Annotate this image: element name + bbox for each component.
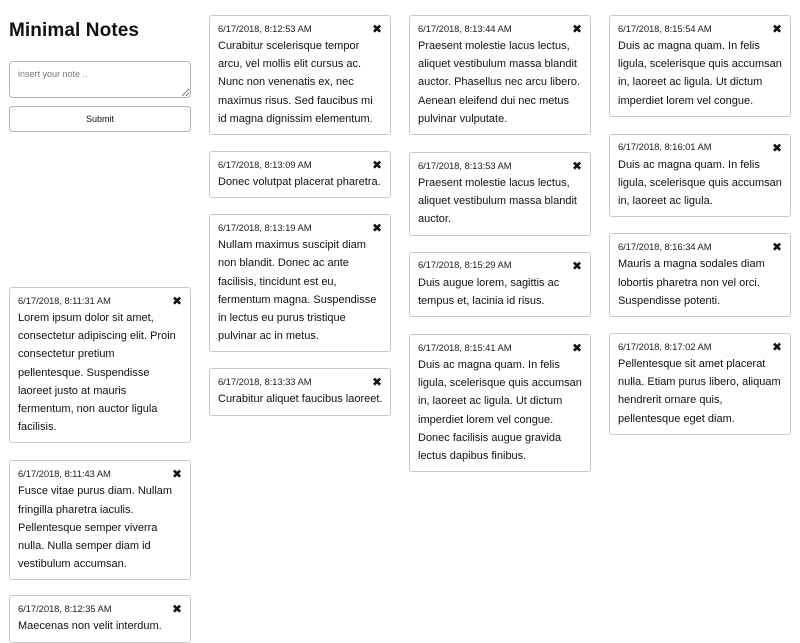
notes-column-4 <box>609 0 791 435</box>
note-card <box>409 252 591 317</box>
note-card <box>209 151 391 198</box>
note-timestamp: 6/17/2018, 8:12:35 AM <box>18 603 112 615</box>
delete-note-icon[interactable]: ✖ <box>171 467 182 482</box>
note-input[interactable] <box>9 61 191 98</box>
note-card <box>9 595 191 642</box>
delete-note-icon[interactable]: ✖ <box>571 341 582 356</box>
delete-note-icon[interactable]: ✖ <box>771 22 782 36</box>
note-card <box>409 334 591 472</box>
note-timestamp: 6/17/2018, 8:11:43 AM <box>18 468 111 480</box>
notes-column-1 <box>9 0 191 643</box>
note-timestamp: 6/17/2018, 8:12:53 AM <box>218 23 312 35</box>
note-header <box>418 258 583 274</box>
note-timestamp: 6/17/2018, 8:13:44 AM <box>418 23 512 35</box>
note-header <box>618 140 783 156</box>
note-text: Curabitur scelerisque tempor arcu, vel mollis elit cursus ac. Nunc non venenatis ex, nec maximus risus. Sed faucibus mi id magna dignissim elementum. <box>218 40 373 125</box>
note-text: Maecenas non velit interdum. <box>18 620 162 633</box>
note-text: Fusce vitae purus diam. Nullam fringilla pharetra iaculis. Pellentesque semper viverra nulla. Nulla semper diam id vestibulum accumsan. <box>18 485 173 571</box>
note-text: Donec volutpat placerat pharetra. <box>218 176 381 189</box>
note-card <box>9 460 191 580</box>
note-text: Praesent molestie lacus lectus, aliquet vestibulum massa blandit auctor. <box>418 177 577 226</box>
note-header <box>618 339 783 355</box>
note-timestamp: 6/17/2018, 8:13:53 AM <box>418 160 512 172</box>
note-card <box>409 152 591 236</box>
note-card <box>209 368 391 415</box>
delete-note-icon[interactable]: ✖ <box>371 375 382 390</box>
app-title: Minimal Notes <box>9 20 140 41</box>
delete-note-icon[interactable]: ✖ <box>771 240 782 255</box>
note-header <box>218 374 383 390</box>
note-timestamp: 6/17/2018, 8:15:41 AM <box>418 342 512 354</box>
delete-note-icon[interactable]: ✖ <box>771 340 782 355</box>
note-text: Lorem ipsum dolor sit amet, consectetur adipiscing elit. Proin consectetur pretium pellentesque. Suspendisse laoreet justo at mauris fermentum, non auctor ligula facilisis. <box>18 312 176 434</box>
note-card <box>609 15 791 117</box>
note-timestamp: 6/17/2018, 8:11:31 AM <box>18 295 111 307</box>
note-header <box>18 293 183 309</box>
note-text: Duis ac magna quam. In felis ligula, scelerisque quis accumsan in, laoreet ac ligula. Ut dictum imperdiet lorem vel congue. <box>618 40 782 107</box>
note-text: Mauris a magna sodales diam lobortis pharetra non vel orci. Suspendisse potenti. <box>618 258 765 307</box>
note-card <box>9 287 191 443</box>
delete-note-icon[interactable]: ✖ <box>571 22 582 36</box>
note-timestamp: 6/17/2018, 8:15:54 AM <box>618 23 712 35</box>
note-card <box>609 233 791 317</box>
note-header <box>218 157 383 173</box>
submit-button[interactable]: Submit <box>9 106 191 132</box>
note-timestamp: 6/17/2018, 8:17:02 AM <box>618 341 712 353</box>
delete-note-icon[interactable]: ✖ <box>771 140 782 155</box>
notes-column-3 <box>409 0 591 472</box>
delete-note-icon[interactable]: ✖ <box>571 159 582 174</box>
note-header <box>618 21 783 37</box>
note-card <box>409 15 591 135</box>
note-text: Duis ac magna quam. In felis ligula, scelerisque quis accumsan in, laoreet ac ligula. <box>618 158 782 208</box>
note-timestamp: 6/17/2018, 8:16:01 AM <box>618 142 712 154</box>
note-timestamp: 6/17/2018, 8:13:19 AM <box>218 222 312 234</box>
note-header <box>18 466 183 482</box>
note-card <box>209 214 391 352</box>
delete-note-icon[interactable]: ✖ <box>371 22 382 36</box>
note-header <box>418 340 583 356</box>
note-header <box>418 21 583 37</box>
note-header <box>418 158 583 174</box>
note-header <box>218 220 383 236</box>
delete-note-icon[interactable]: ✖ <box>371 221 382 236</box>
note-text: Pellentesque sit amet placerat nulla. Etiam purus libero, aliquam hendrerit ornare quis, pellentesque eget diam. <box>618 358 781 425</box>
note-timestamp: 6/17/2018, 8:16:34 AM <box>618 241 712 253</box>
note-card <box>609 333 791 435</box>
note-text: Curabitur aliquet faucibus laoreet. <box>218 393 383 406</box>
note-header <box>618 239 783 255</box>
note-header <box>218 21 383 37</box>
delete-note-icon[interactable]: ✖ <box>171 602 182 617</box>
note-card <box>209 15 391 135</box>
note-card <box>609 134 791 218</box>
note-header <box>18 601 183 617</box>
note-text: Duis ac magna quam. In felis ligula, scelerisque quis accumsan in, laoreet ac ligula. Ut dictum imperdiet lorem vel congue. Donec facilisis augue gravida lectus dapibus finibus. <box>418 359 582 463</box>
notes-column-2 <box>209 0 391 416</box>
note-timestamp: 6/17/2018, 8:13:09 AM <box>218 159 312 171</box>
delete-note-icon[interactable]: ✖ <box>371 158 382 173</box>
note-text: Praesent molestie lacus lectus, aliquet vestibulum massa blandit auctor. Phasellus nec arcu libero. Aenean eleifend dui nec metus pulvinar vulputate. <box>418 40 581 125</box>
delete-note-icon[interactable]: ✖ <box>571 258 582 273</box>
note-text: Duis augue lorem, sagittis ac tempus et, lacinia id risus. <box>418 276 560 307</box>
note-timestamp: 6/17/2018, 8:13:33 AM <box>218 376 312 388</box>
delete-note-icon[interactable]: ✖ <box>171 294 182 308</box>
note-timestamp: 6/17/2018, 8:15:29 AM <box>418 260 512 272</box>
note-text: Nullam maximus suscipit diam non blandit. Donec ac ante facilisis, tincidunt est eu, fermentum magna. Suspendisse in lectus eu purus tristique pulvinar ac in metus. <box>218 239 377 343</box>
